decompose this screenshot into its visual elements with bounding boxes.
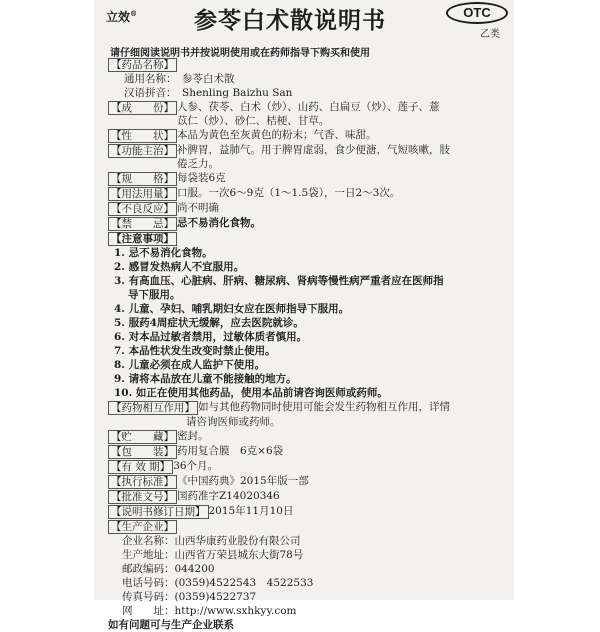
field-label: 【有 效 期】 [108,460,173,474]
field-value: 《中国药典》2015年版一部 [177,475,309,487]
section-label: 【注意事项】 [108,232,177,246]
field-label: 【执行标准】 [108,475,177,489]
contact-label: 电话号码： [122,577,175,589]
field-label: 【不良反应】 [108,202,177,216]
field-label: 【性 状】 [108,129,177,143]
field-value-line: 苡仁（炒）、砂仁、桔梗、甘草。 [177,115,330,127]
precaution-item [108,386,503,400]
precaution-text: 9. 请将本品放在儿童不能接触的地方。 [114,373,297,385]
field-label: 【禁 忌】 [108,217,177,231]
precaution-text: 10. 如正在使用其他药品，使用本品前请咨询医师或药师。 [114,387,388,399]
field-label: 【药物相互作用】 [108,401,198,415]
precaution-text: 8. 儿童必须在成人监护下使用。 [114,359,266,371]
contact-row [122,562,503,576]
field-value-line: 尚不明确 [177,202,219,214]
precautions-section [108,231,503,246]
field-value [177,100,503,128]
contact-row [122,590,503,604]
field-value-cont: 请咨询医师或药师。 [186,416,281,428]
precaution-item [108,246,503,260]
contact-value: http://www.sxhkyy.com [174,605,297,617]
field-list-2 [108,429,503,519]
section-label: 【生产企业】 [108,520,177,534]
field-value-line: 每袋装6克 [177,172,226,184]
field-label: 【批准文号】 [108,490,177,504]
field-value-line: 忌不易消化食物。 [177,217,261,229]
field-value: 密封。 [177,430,209,442]
field-row [108,429,503,444]
field-value [177,216,503,230]
contact-row [122,576,503,590]
field-row [108,216,503,231]
field-label: 【说明书修订日期】 [108,505,209,519]
precautions-list [108,246,503,400]
field-row [108,459,503,474]
precaution-item [108,260,503,274]
leaflet-body [108,57,503,632]
contact-label: 邮政编码： [122,563,175,575]
contact-value: 044200 [174,563,215,575]
precaution-text: 2. 感冒发热病人不宜服用。 [114,261,245,273]
field-value-line: 倦乏力。 [177,158,219,170]
field-value: 2015年11月10日 [208,505,294,517]
field-value-line: 口服。一次6～9克（1～1.5袋），一日2～3次。 [177,187,401,199]
field-row [108,128,503,143]
field-value: 如与其他药物同时使用可能会发生药物相互作用，详情 [198,401,450,413]
field-row [108,504,503,519]
contact-value: 山西省万荣县城东大街78号 [174,549,304,561]
contact-label: 企业名称： [122,535,175,547]
field-value: 国药准字Z14020346 [177,490,280,502]
field-value-line: 人参、茯苓、白术（炒）、山药、白扁豆（炒）、莲子、薏 [177,101,440,113]
field-label: 【包 装】 [108,445,177,459]
leaflet-header [94,0,514,44]
brand-logo: 立效® [106,9,138,24]
drug-name-section [108,57,503,72]
usage-notice: 请仔细阅读说明书并按说明使用或在药师指导下购买和使用 [110,48,370,59]
contact-label: 生产地址： [122,549,175,561]
precaution-item [108,330,503,344]
footer-note: 如有问题可与生产企业联系 [108,619,234,631]
contact-value: (0359)4522543 4522533 [174,577,314,589]
precaution-item [108,358,503,372]
field-row [108,171,503,186]
field-label: 【功能主治】 [108,144,177,158]
precaution-text: 6. 对本品过敏者禁用，过敏体质者慎用。 [114,331,308,343]
field-label: 【规 格】 [108,172,177,186]
field-value: 36个月。 [173,460,219,472]
field-value [177,186,503,200]
field-value [177,171,503,185]
field-value [177,201,503,215]
pinyin-row: 汉语拼音： Shenling Baizhu San [124,87,293,99]
field-list [108,100,503,231]
otc-badge: OTC [446,2,508,24]
precaution-item [108,302,503,316]
contact-value: (0359)4522737 [174,591,257,603]
field-value-line: 本品为黄色至灰黄色的粉末；气香、味甜。 [177,129,377,141]
precaution-item [108,372,503,386]
field-label: 【贮 藏】 [108,430,177,444]
drug-class-label: 乙类 [480,29,500,40]
precaution-text: 1. 忌不易消化食物。 [114,247,213,259]
contact-value: 山西华康药业股份有限公司 [174,535,301,547]
precaution-text: 7. 本品性状发生改变时禁止使用。 [114,345,276,357]
manufacturer-section [108,519,503,534]
precaution-text: 4. 儿童、孕妇、哺乳期妇女应在医师指导下服用。 [114,303,350,315]
interaction-row [108,400,503,415]
field-row [108,489,503,504]
precaution-item [108,274,503,302]
contact-label: 传真号码： [122,591,175,603]
precaution-item [108,316,503,330]
field-row [108,444,503,459]
field-row [108,201,503,216]
document-title: 参苓白术散说明书 [194,7,386,34]
field-value [177,143,503,171]
field-row [108,474,503,489]
contact-list [108,534,503,618]
field-row [108,186,503,201]
field-value-line: 补脾胃，益肺气。用于脾胃虚弱，食少便溏，气短咳嗽，肢 [177,144,450,156]
precaution-text: 导下服用。 [128,289,181,301]
precaution-text: 3. 有高血压、心脏病、肝病、糖尿病、肾病等慢性病严重者应在医师指 [114,275,444,287]
common-name-row: 通用名称： 参苓白术散 [124,73,235,85]
contact-row [122,604,503,618]
contact-row [122,534,503,548]
contact-row [122,548,503,562]
precaution-text: 5. 服药4周症状无缓解，应去医院就诊。 [114,317,304,329]
field-label: 【成 份】 [108,101,177,115]
contact-label: 网 址： [122,605,175,617]
field-value [177,128,503,142]
field-row [108,143,503,171]
section-label: 【药品名称】 [108,58,177,72]
field-label: 【用法用量】 [108,187,177,201]
field-row [108,100,503,128]
field-value: 药用复合膜 6克×6袋 [177,445,284,457]
precaution-item [108,344,503,358]
